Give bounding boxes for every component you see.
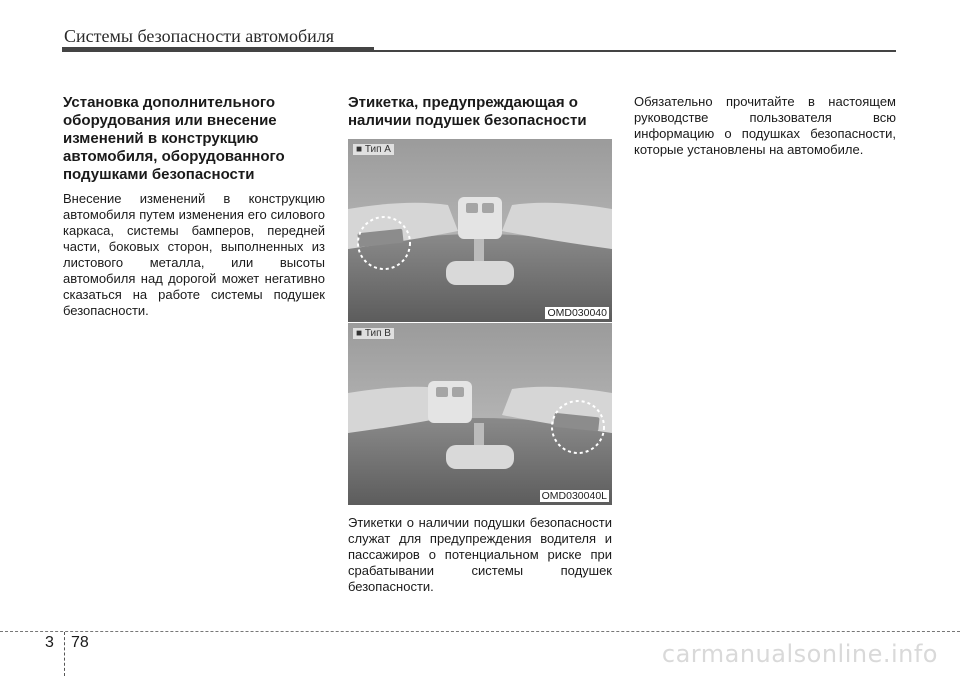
figure-tag-a: ■ Тип A — [353, 144, 394, 155]
footer-divider — [64, 632, 65, 676]
figure-code-a: OMD030040 — [547, 307, 607, 319]
figure-type-a — [348, 139, 612, 322]
figure-type-b — [348, 322, 612, 505]
header-rule-thin — [374, 50, 896, 52]
section-heading-modifications: Установка дополнительного оборудования или внесение изменений в конструкцию автомобиля, оборудованного подушками безопасности — [63, 94, 285, 183]
chapter-number: 3 — [45, 634, 54, 651]
right-column — [634, 94, 896, 158]
modifications-text: Внесение изменений в конструкцию автомобиля путем изменения его силового каркаса, системы бамперов, передней части, боковых сторон, выполненных из листового металла, или высоты автомобиля над дорогой может негативно сказаться на работе системы подушек безопасности. — [63, 191, 325, 318]
figure-code-b: OMD030040L — [541, 490, 607, 502]
headliner-illustration-b — [348, 323, 612, 505]
read-manual-text: Обязательно прочитайте в настоящем руководстве пользователя всю информацию о подушках безопасности, которые установлены на автомобиле. — [634, 94, 896, 157]
middle-column — [348, 94, 612, 595]
headliner-illustration-a — [348, 139, 612, 322]
page-number: 78 — [71, 634, 89, 651]
label-description-text: Этикетки о наличии подушки безопасности служат для предупреждения водителя и пассажиров о потенциальном риске при срабатывании системы подушек безопасности. — [348, 515, 612, 594]
footer-rule — [0, 631, 960, 632]
header-rule-thick — [62, 47, 374, 52]
section-heading-label: Этикетка, предупреждающая о наличии подушек безопасности — [348, 94, 587, 129]
watermark: carmanualsonline.info — [661, 640, 938, 668]
header-title: Системы безопасности автомобиля — [64, 26, 335, 46]
figure-tag-b: ■ Тип B — [353, 328, 394, 339]
left-column — [63, 94, 325, 319]
